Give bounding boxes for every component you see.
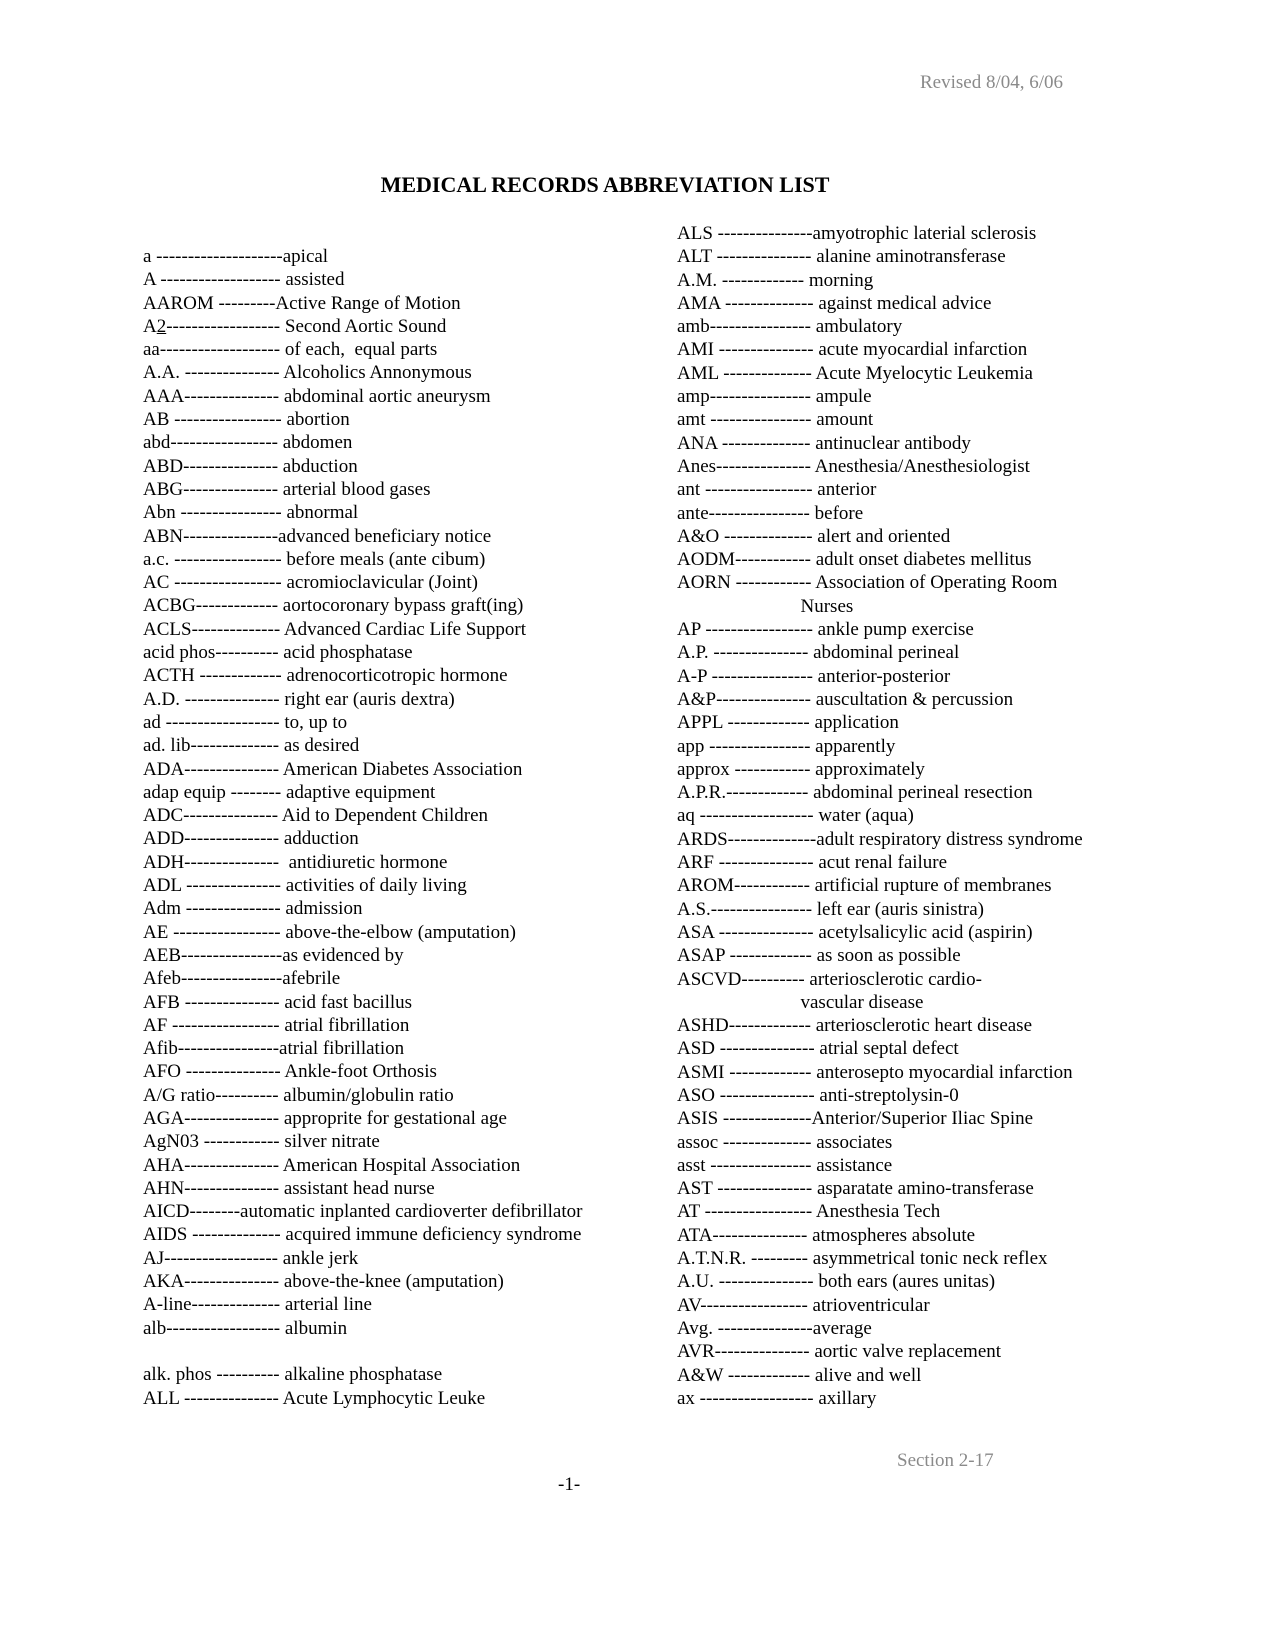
abbreviation-entry: aq ------------------ water (aqua) (677, 805, 914, 827)
abbreviation-entry: AEB----------------as evidenced by (143, 944, 404, 966)
abbreviation-entry: AE ----------------- above-the-elbow (amputation) (143, 921, 516, 943)
abbreviation-entry: Nurses (677, 595, 854, 617)
abbreviation-entry: asst ---------------- assistance (677, 1154, 893, 1176)
abbreviation-entry: ASD --------------- atrial septal defect (677, 1038, 959, 1060)
abbreviation-entry: AAA--------------- abdominal aortic aneurysm (143, 385, 491, 407)
abbreviation-entry: amt ---------------- amount (677, 409, 874, 431)
abbreviation-entry: Avg. ---------------average (677, 1317, 872, 1339)
abbreviation-entry: ASCVD---------- arteriosclerotic cardio- (677, 968, 982, 990)
abbreviation-entry: AVR--------------- aortic valve replacement (677, 1341, 1002, 1363)
abbreviation-entry: AODM------------ adult onset diabetes mellitus (677, 549, 1032, 571)
abbreviation-entry: ad ------------------ to, up to (143, 711, 348, 733)
abbreviation-entry: ALT --------------- alanine aminotransferase (677, 246, 1006, 268)
abbreviation-entry: abd----------------- abdomen (143, 432, 353, 454)
abbreviation-entry: acid phos---------- acid phosphatase (143, 642, 413, 664)
abbreviation-entry: alb------------------ albumin (143, 1317, 348, 1339)
abbreviation-entry: AJ------------------ ankle jerk (143, 1247, 359, 1269)
abbreviation-entry: ARF --------------- acut renal failure (677, 852, 948, 874)
abbreviation-entry: ADH--------------- antidiuretic hormone (143, 851, 448, 873)
abbreviation-entry: AC ----------------- acromioclavicular (Joint) (143, 572, 478, 594)
abbreviation-entry: AROM------------ artificial rupture of membranes (677, 875, 1052, 897)
abbreviation-entry: ADL --------------- activities of daily living (143, 875, 467, 897)
abbreviation-entry: APPL ------------- application (677, 712, 899, 734)
abbreviation-entry: adap equip -------- adaptive equipment (143, 781, 436, 803)
abbreviation-entry: A-P ---------------- anterior-posterior (677, 665, 951, 687)
abbreviation-entry: A.T.N.R. --------- asymmetrical tonic neck reflex (677, 1248, 1048, 1270)
abbreviation-entry: ABG--------------- arterial blood gases (143, 478, 431, 500)
abbreviation-entry: aa------------------- of each, equal parts (143, 339, 438, 361)
abbreviation-entry: AFO --------------- Ankle-foot Orthosis (143, 1061, 437, 1083)
abbreviation-entry: ax ------------------ axillary (677, 1387, 877, 1409)
page-title: MEDICAL RECORDS ABBREVIATION LIST (380, 172, 830, 197)
abbreviation-entry: ante---------------- before (677, 502, 864, 524)
abbreviation-entry: Adm --------------- admission (143, 898, 363, 920)
abbreviation-entry: AGA--------------- approprite for gestational age (143, 1107, 507, 1129)
abbreviation-entry: A ------------------- assisted (143, 269, 345, 291)
abbreviation-entry: ASO --------------- anti-streptolysin-0 (677, 1084, 959, 1106)
abbreviation-list-right (677, 222, 1083, 1410)
abbreviation-entry: AHN--------------- assistant head nurse (143, 1177, 435, 1199)
abbreviation-entry: Afib----------------atrial fibrillation (143, 1038, 405, 1060)
abbreviation-entry: ACLS-------------- Advanced Cardiac Life Support (143, 618, 527, 640)
abbreviation-entry: ant ----------------- anterior (677, 479, 877, 501)
abbreviation-entry: alk. phos ---------- alkaline phosphatase (143, 1364, 443, 1386)
abbreviation-entry: Abn ---------------- abnormal (143, 502, 359, 524)
abbreviation-entry: A.M. ------------- morning (677, 269, 874, 291)
abbreviation-entry: ALS ---------------amyotrophic laterial sclerosis (677, 223, 1037, 244)
abbreviation-entry: Afeb----------------afebrile (143, 968, 341, 990)
abbreviation-entry: AV----------------- atrioventricular (677, 1294, 930, 1316)
abbreviation-entry: AgN03 ------------ silver nitrate (143, 1131, 380, 1153)
abbreviation-entry: ABN---------------advanced beneficiary notice (143, 525, 492, 547)
abbreviation-list-left (143, 245, 582, 1410)
abbreviation-entry: a.c. ----------------- before meals (ante cibum) (143, 548, 486, 570)
abbreviation-entry: A-line-------------- arterial line (143, 1294, 372, 1316)
abbreviation-entry: ACBG------------- aortocoronary bypass graft(ing) (143, 595, 524, 617)
abbreviation-entry: A/G ratio---------- albumin/globulin ratio (143, 1084, 454, 1106)
abbreviation-entry: ACTH ------------- adrenocorticotropic hormone (143, 665, 508, 687)
abbreviation-entry: A.D. --------------- right ear (auris dextra) (143, 688, 455, 710)
page-number: -1- (558, 1474, 581, 1495)
abbreviation-entry: ASA --------------- acetylsalicylic acid (aspirin) (677, 921, 1033, 943)
abbreviation-entry: AF ----------------- atrial fibrillation (143, 1014, 410, 1036)
abbreviation-entry: ASMI ------------- anterosepto myocardial infarction (677, 1061, 1073, 1083)
abbreviation-entry: A.S.---------------- left ear (auris sinistra) (677, 898, 985, 920)
abbreviation-entry: AP ----------------- ankle pump exercise (677, 619, 974, 641)
abbreviation-entry: AST --------------- asparatate amino-transferase (677, 1178, 1034, 1200)
abbreviation-entry: approx ------------ approximately (677, 758, 925, 780)
abbreviation-entry: ABD--------------- abduction (143, 455, 358, 477)
abbreviation-entry: A.P.R.------------- abdominal perineal resection (677, 782, 1033, 804)
abbreviation-entry: ASIS --------------Anterior/Superior Iliac Spine (677, 1108, 1034, 1130)
abbreviation-entry: AHA--------------- American Hospital Association (143, 1154, 521, 1176)
abbreviation-entry: AKA--------------- above-the-knee (amputation) (143, 1271, 504, 1293)
abbreviation-entry: ASHD------------- arteriosclerotic heart disease (677, 1015, 1033, 1037)
abbreviation-entry: ADD--------------- adduction (143, 828, 359, 850)
abbreviation-entry: AAROM ---------Active Range of Motion (143, 292, 461, 314)
abbreviation-entry: ad. lib-------------- as desired (143, 735, 360, 757)
abbreviation-entry: assoc -------------- associates (677, 1131, 893, 1153)
abbreviation-entry: ARDS--------------adult respiratory distress syndrome (677, 828, 1083, 850)
abbreviation-entry: AML -------------- Acute Myelocytic Leukemia (677, 362, 1033, 384)
abbreviation-entry: app ---------------- apparently (677, 735, 896, 757)
abbreviation-entry: A&W ------------- alive and well (677, 1364, 922, 1386)
abbreviation-entry: ADC--------------- Aid to Dependent Children (143, 805, 489, 827)
abbreviation-entry: AMA -------------- against medical advice (677, 292, 992, 314)
abbreviation-entry: a --------------------apical (143, 246, 329, 267)
abbreviation-entry: AICD--------automatic inplanted cardioverter defibrillator (143, 1201, 583, 1223)
abbreviation-entry: ATA--------------- atmospheres absolute (677, 1224, 976, 1246)
abbreviation-entry: A.A. --------------- Alcoholics Annonymous (143, 362, 472, 384)
abbreviation-entry: amp---------------- ampule (677, 386, 872, 408)
abbreviation-entry: A.P. --------------- abdominal perineal (677, 642, 960, 664)
abbreviation-entry: A&P--------------- auscultation & percussion (677, 688, 1014, 710)
abbreviation-entry: AT ----------------- Anesthesia Tech (677, 1201, 941, 1223)
abbreviation-entry: vascular disease (677, 991, 924, 1013)
abbreviation-entry: ASAP ------------- as soon as possible (677, 945, 961, 967)
revision-date: Revised 8/04, 6/06 (920, 72, 1064, 93)
abbreviation-entry: Anes--------------- Anesthesia/Anesthesiologist (677, 455, 1030, 477)
abbreviation-entry: ALL --------------- Acute Lymphocytic Leuke (143, 1387, 486, 1409)
abbreviation-entry: ADA--------------- American Diabetes Association (143, 758, 523, 780)
abbreviation-entry: AB ----------------- abortion (143, 409, 350, 431)
abbreviation-entry: AFB --------------- acid fast bacillus (143, 991, 413, 1013)
abbreviation-entry: AIDS -------------- acquired immune deficiency syndrome (143, 1224, 582, 1246)
abbreviation-entry (143, 1340, 582, 1363)
abbreviation-entry: AORN ------------ Association of Operating Room (677, 572, 1058, 594)
abbreviation-entry: amb---------------- ambulatory (677, 316, 903, 338)
abbreviation-entry: A&O -------------- alert and oriented (677, 525, 951, 547)
abbreviation-entry: A.U. --------------- both ears (aures unitas) (677, 1271, 996, 1293)
abbreviation-entry: ANA -------------- antinuclear antibody (677, 432, 971, 454)
abbreviation-entry: A2------------------ Second Aortic Sound (143, 315, 447, 337)
section-label: Section 2-17 (897, 1450, 994, 1471)
abbreviation-entry: AMI --------------- acute myocardial infarction (677, 339, 1028, 361)
